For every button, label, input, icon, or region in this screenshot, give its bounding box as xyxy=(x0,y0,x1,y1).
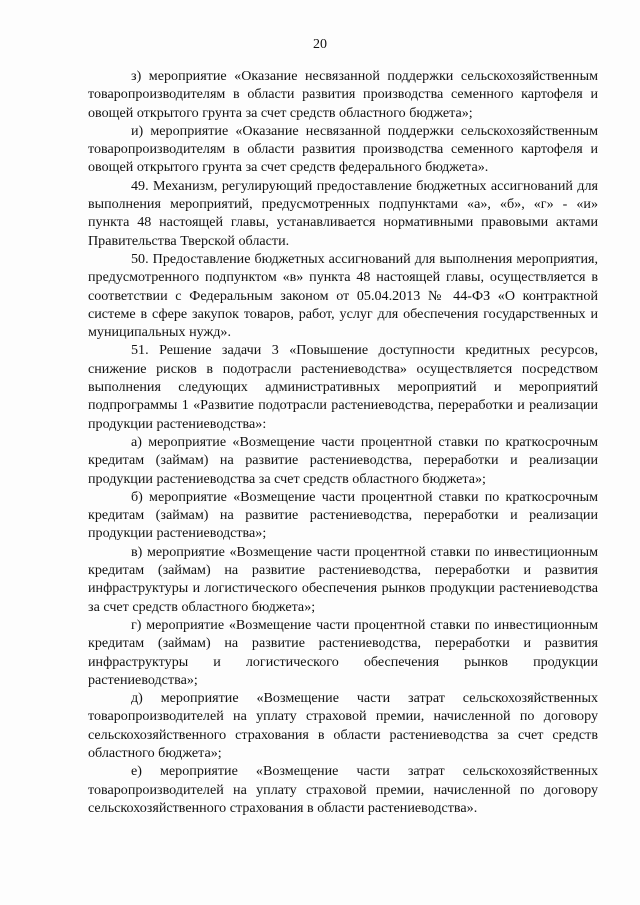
paragraph-item-b: б) мероприятие «Возмещение части процентной ставки по краткосрочным кредитам (займам) на развитие растениеводства, переработки и реализации продукции растениеводства»; xyxy=(88,488,598,542)
paragraph-item-i: и) мероприятие «Оказание несвязанной поддержки сельскохозяйственным товаропроизводителям в области развития производства семенного картофеля и овощей открытого грунта за счет средств федерального бюджета». xyxy=(88,122,598,176)
paragraph-item-v: в) мероприятие «Возмещение части процентной ставки по инвестиционным кредитам (займам) на развитие растениеводства, переработки и развития инфраструктуры и логистического обеспечения рынков продукции растениеводства за счет средств областного бюджета»; xyxy=(88,543,598,615)
paragraph-item-z: з) мероприятие «Оказание несвязанной поддержки сельскохозяйственным товаропроизводителям в области развития производства семенного картофеля и овощей открытого грунта за счет средств областного бюджета»; xyxy=(88,68,598,121)
paragraph-item-d: д) мероприятие «Возмещение части затрат сельскохозяйственных товаропроизводителей на уплату страховой премии, начисленной по договору сельскохозяйственного страхования в области растениеводства за счет средств областного бюджета»; xyxy=(88,690,598,761)
paragraph-item-g: г) мероприятие «Возмещение части процентной ставки по инвестиционным кредитам (займам) на развитие растениеводства, переработки и развития инфраструктуры и логистического обеспечения рынков продукции растениеводства»; xyxy=(88,616,598,688)
paragraph-50: 50. Предоставление бюджетных ассигнований для выполнения мероприятия, предусмотренного подпунктом «в» пункта 48 настоящей главы, осуществляется в соответствии с Федеральным законом от 05.04.2013 № 44-ФЗ «О контрактной системе в сфере закупок товаров, работ, услуг для обеспечения государственных и муниципальных нужд». xyxy=(88,250,598,341)
paragraph-49: 49. Механизм, регулирующий предоставление бюджетных ассигнований для выполнения мероприятий, предусмотренных подпунктами «а», «б», «г» - «и» пункта 48 настоящей главы, устанавливается нормативными правовыми актами Правительства Тверской области. xyxy=(88,177,598,249)
paragraph-51: 51. Решение задачи 3 «Повышение доступности кредитных ресурсов, снижение рисков в подотрасли растениеводства» осуществляется посредством выполнения следующих административных мероприятий и мероприятий подпрограммы 1 «Развитие подотрасли растениеводства, переработки и реализации продукции растениеводства»: xyxy=(88,342,598,432)
document-body xyxy=(88,67,598,817)
paragraph-item-e: е) мероприятие «Возмещение части затрат сельскохозяйственных товаропроизводителей на уплату страховой премии, начисленной по договору сельскохозяйственного страхования в области растениеводства». xyxy=(88,763,598,816)
paragraph-item-a: а) мероприятие «Возмещение части процентной ставки по краткосрочным кредитам (займам) на развитие растениеводства, переработки и реализации продукции растениеводства за счет средств областного бюджета»; xyxy=(88,433,598,487)
page-number: 20 xyxy=(313,37,327,52)
